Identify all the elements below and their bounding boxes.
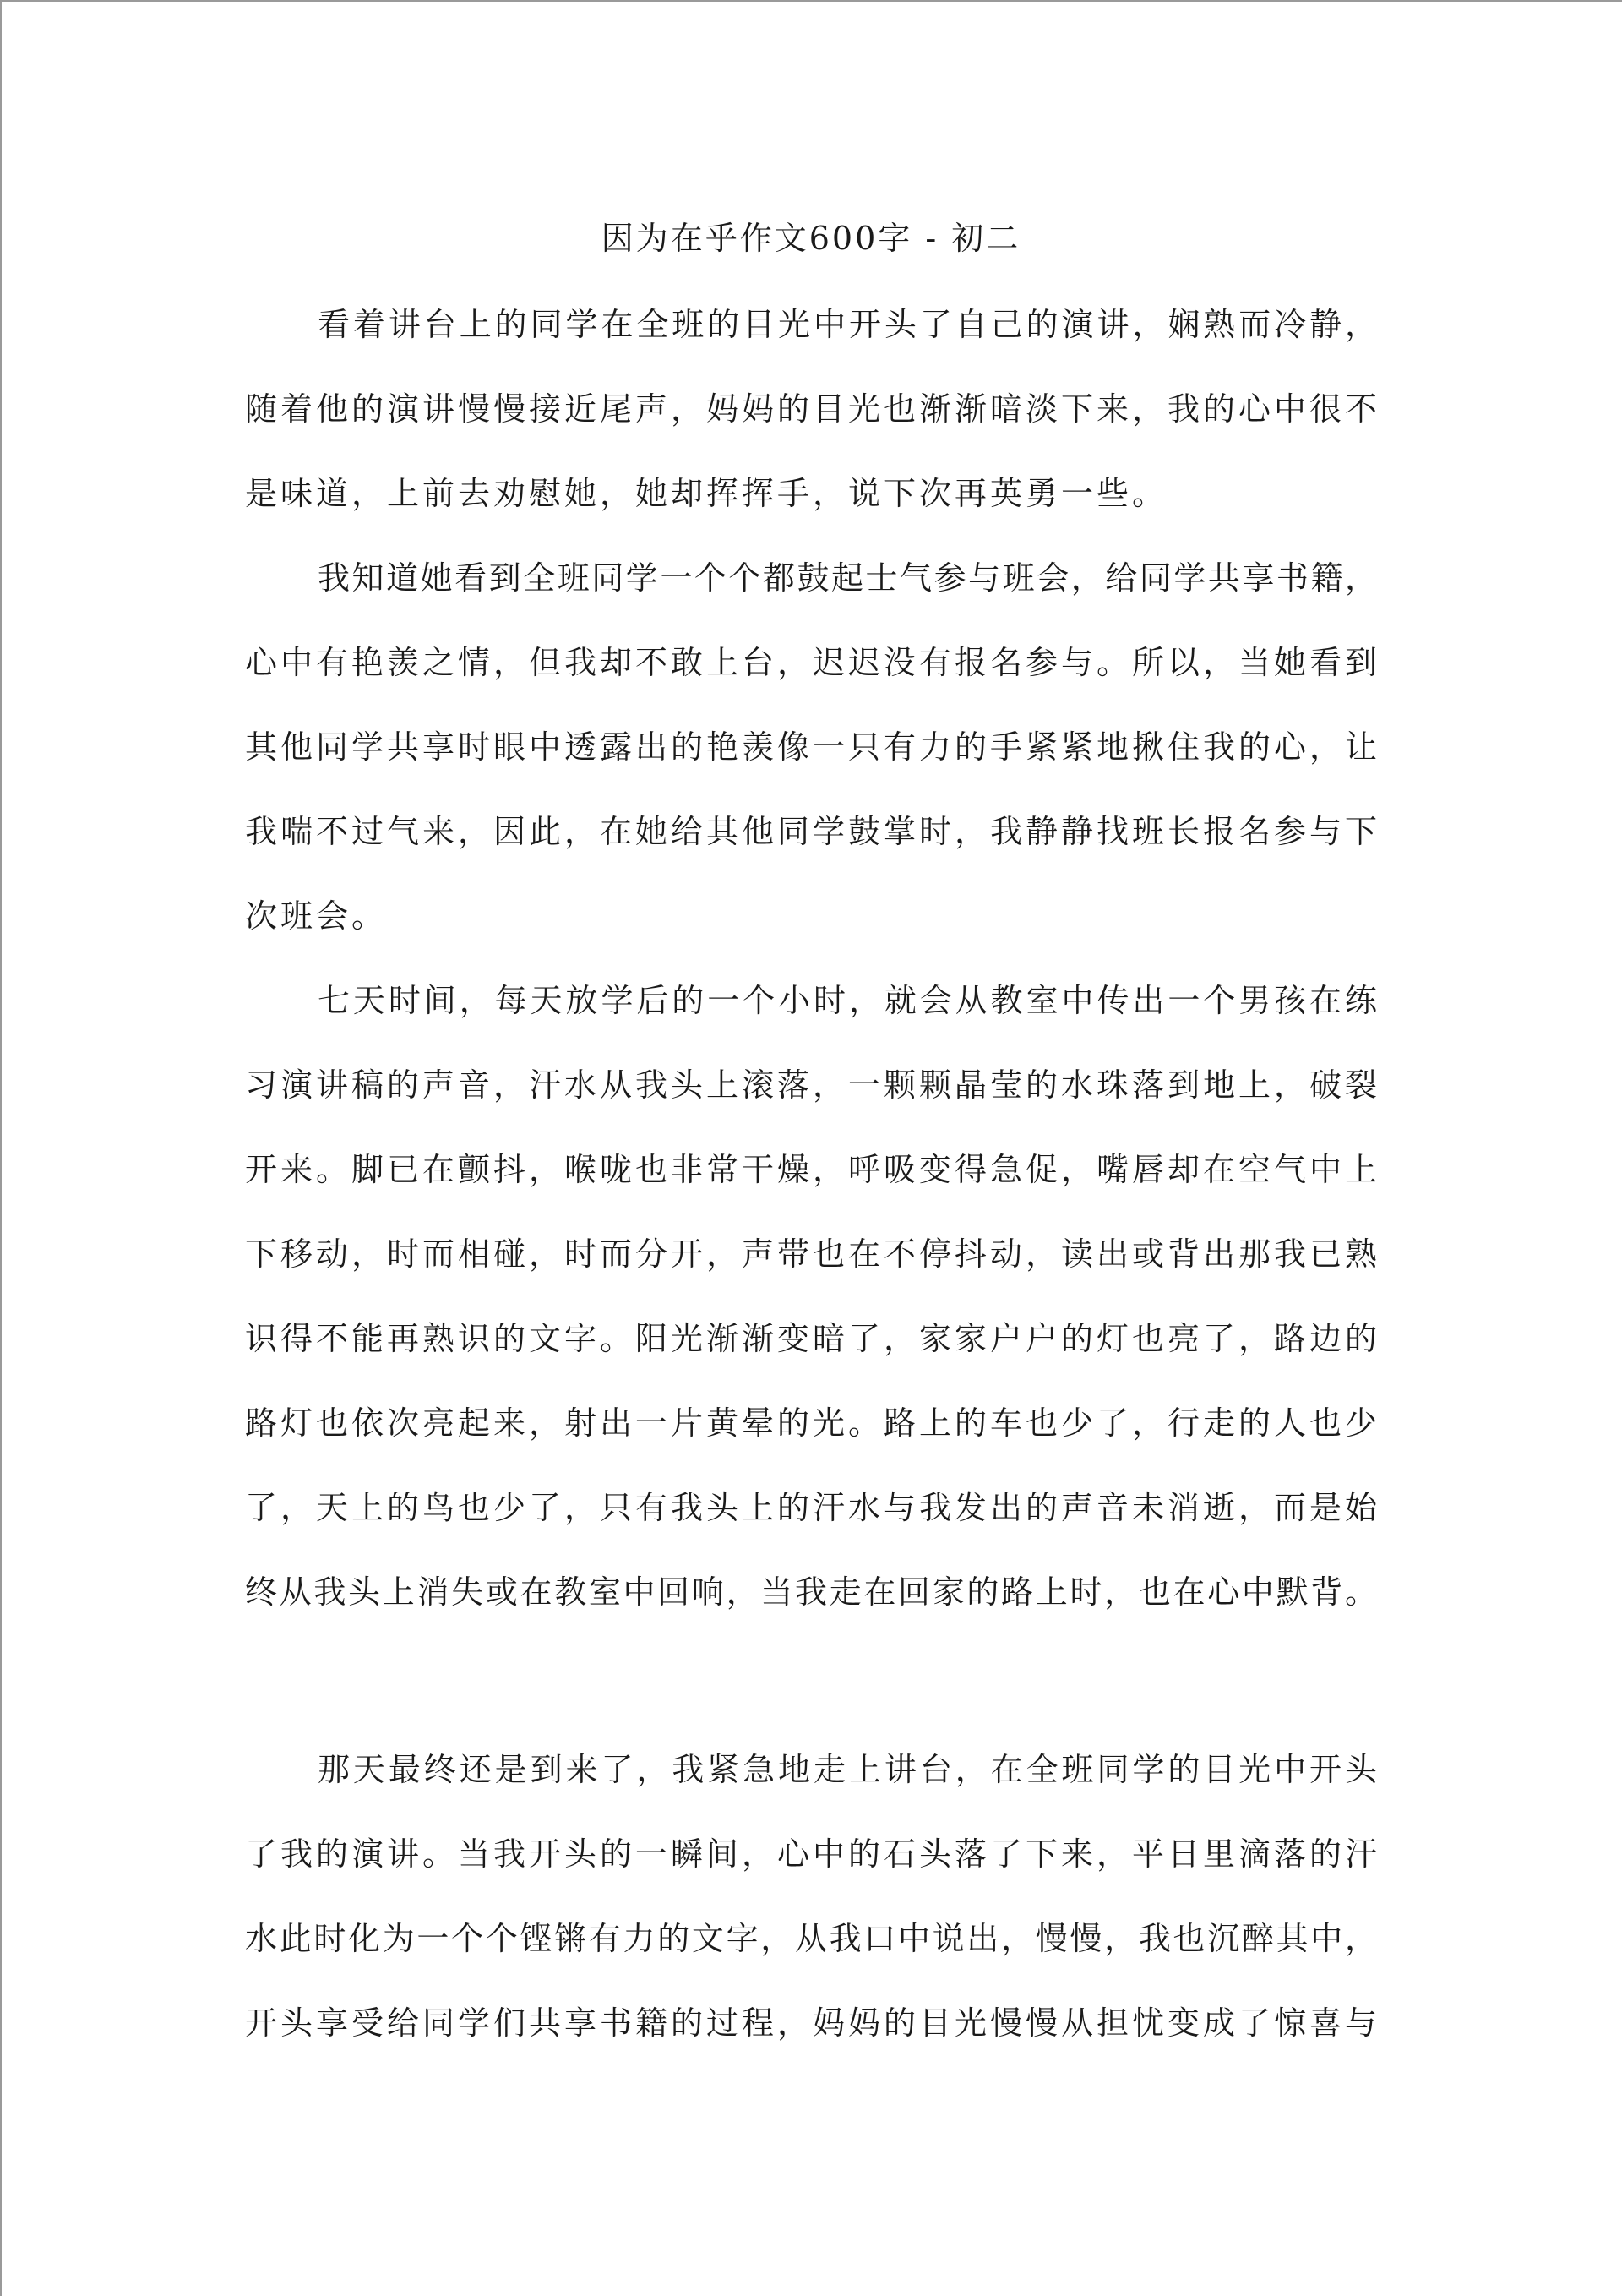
paragraph-4-line-2: 了我的演讲。当我开头的一瞬间，心中的石头落了下来，平日里滴落的汗 — [245, 1835, 1377, 1873]
page-border-top — [0, 0, 1622, 2]
paragraph-1-line-1: 看着讲台上的同学在全班的目光中开头了自己的演讲，娴熟而冷静， — [318, 306, 1377, 343]
paragraph-1-line-2: 随着他的演讲慢慢接近尾声，妈妈的目光也渐渐暗淡下来，我的心中很不 — [245, 390, 1377, 428]
paragraph-2-line-1: 我知道她看到全班同学一个个都鼓起士气参与班会，给同学共享书籍， — [318, 559, 1377, 597]
paragraph-4-line-3: 水此时化为一个个铿锵有力的文字，从我口中说出，慢慢，我也沉醉其中， — [245, 1920, 1377, 1957]
paragraph-3-line-2: 习演讲稿的声音，汗水从我头上滚落，一颗颗晶莹的水珠落到地上，破裂 — [245, 1066, 1377, 1104]
paragraph-3-line-6: 路灯也依次亮起来，射出一片黄晕的光。路上的车也少了，行走的人也少 — [245, 1404, 1377, 1442]
paragraph-2-line-2: 心中有艳羡之情，但我却不敢上台，迟迟没有报名参与。所以，当她看到 — [245, 644, 1377, 681]
paragraph-4-line-1: 那天最终还是到来了，我紧急地走上讲台，在全班同学的目光中开头 — [318, 1751, 1377, 1788]
paragraph-3-line-4: 下移动，时而相碰，时而分开，声带也在不停抖动，读出或背出那我已熟 — [245, 1235, 1377, 1273]
paragraph-3-line-5: 识得不能再熟识的文字。阳光渐渐变暗了，家家户户的灯也亮了，路边的 — [245, 1320, 1377, 1357]
paragraph-2-line-3: 其他同学共享时眼中透露出的艳羡像一只有力的手紧紧地揪住我的心，让 — [245, 728, 1377, 766]
paragraph-3-line-7: 了，天上的鸟也少了，只有我头上的汗水与我发出的声音未消逝，而是始 — [245, 1489, 1377, 1526]
paragraph-1-line-3: 是味道，上前去劝慰她，她却挥挥手，说下次再英勇一些。 — [245, 475, 1168, 512]
document-title: 因为在乎作文600字 - 初二 — [601, 220, 1021, 257]
paragraph-2-line-4: 我喘不过气来，因此，在她给其他同学鼓掌时，我静静找班长报名参与下 — [245, 813, 1377, 850]
paragraph-4-line-4: 开头享受给同学们共享书籍的过程，妈妈的目光慢慢从担忧变成了惊喜与 — [245, 2004, 1377, 2042]
paragraph-3-line-1: 七天时间，每天放学后的一个小时，就会从教室中传出一个男孩在练 — [318, 982, 1377, 1019]
page-border-left — [0, 0, 2, 2296]
paragraph-3-line-3: 开来。脚已在颤抖，喉咙也非常干燥，呼吸变得急促，嘴唇却在空气中上 — [245, 1151, 1377, 1188]
paragraph-2-line-5: 次班会。 — [245, 897, 388, 935]
paragraph-3-line-8: 终从我头上消失或在教室中回响，当我走在回家的路上时，也在心中默背。 — [245, 1573, 1377, 1611]
